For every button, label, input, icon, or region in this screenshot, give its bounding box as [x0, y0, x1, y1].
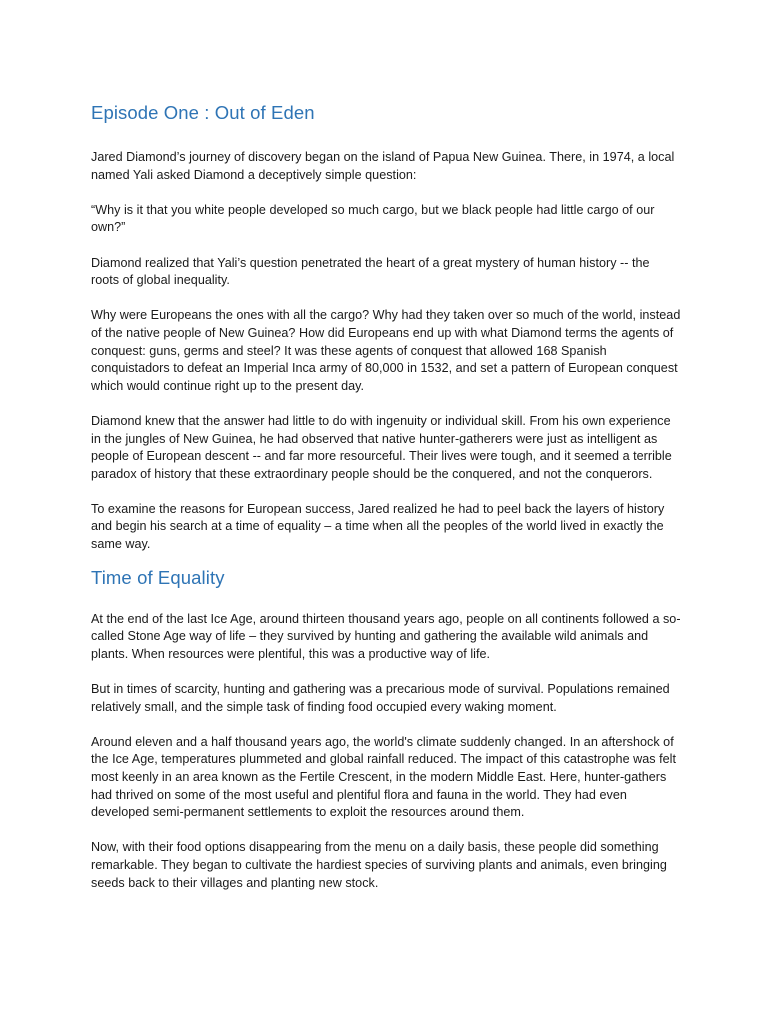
paragraph: Now, with their food options disappearing from the menu on a daily basis, these people did something remarkable. They began to cultivate the hardiest species of surviving plants and animals, even bringing seeds back to their villages and planting new stock. [91, 840, 667, 890]
paragraph: At the end of the last Ice Age, around thirteen thousand years ago, people on all continents followed a so-called Stone Age way of life – they survived by hunting and gathering the available wild animals and plants. When resources were plentiful, this was a productive way of life. [91, 611, 681, 661]
paragraph: To examine the reasons for European success, Jared realized he had to peel back the layers of history and begin his search at a time of equality – a time when all the peoples of the world lived in exactly the same way. [91, 501, 665, 552]
document-page [91, 100, 681, 910]
paragraph: Why were Europeans the ones with all the cargo? Why had they taken over so much of the world, instead of the native people of New Guinea? How did Europeans end up with what Diamond terms the agents of conquest: guns, germs and steel? It was these agents of conquest that allowed 168 Spanish conquistadors to defeat an Imperial Inca army of 80,000 in 1532, and set a pattern of European conquest which would continue right up to the present day. [91, 308, 681, 393]
paragraph: Diamond knew that the answer had little to do with ingenuity or individual skill. From his own experience in the jungles of New Guinea, he had observed that native hunter-gatherers were just as intelligent as people of European descent -- and far more resourceful. Their lives were tough, and it seemed a terrible paradox of history that these extraordinary people should be the conquered, and not the conquerors. [91, 413, 672, 481]
paragraph: Jared Diamond’s journey of discovery began on the island of Papua New Guinea. There, in 1974, a local named Yali asked Diamond a deceptively simple question: [91, 150, 675, 182]
paragraph: Around eleven and a half thousand years ago, the world's climate suddenly changed. In an aftershock of the Ice Age, temperatures plummeted and global rainfall reduced. The impact of this catastrophe was felt most keenly in an area known as the Fertile Crescent, in the modern Middle East. Here, hunter-gathers had thrived on some of the most useful and plentiful flora and fauna in the world. They had even developed semi-permanent settlements to exploit the resources around them. [91, 734, 676, 820]
paragraph: But in times of scarcity, hunting and gathering was a precarious mode of survival. Populations remained relatively small, and the simple task of finding food occupied every waking moment. [91, 682, 670, 714]
paragraph-quote: “Why is it that you white people developed so much cargo, but we black people had little cargo of our own?” [91, 202, 655, 235]
paragraph: Diamond realized that Yali’s question penetrated the heart of a great mystery of human history -- the roots of global inequality. [91, 255, 650, 288]
section-heading-episode-one: Episode One : Out of Eden [91, 102, 315, 123]
section-heading-time-of-equality: Time of Equality [91, 566, 225, 588]
